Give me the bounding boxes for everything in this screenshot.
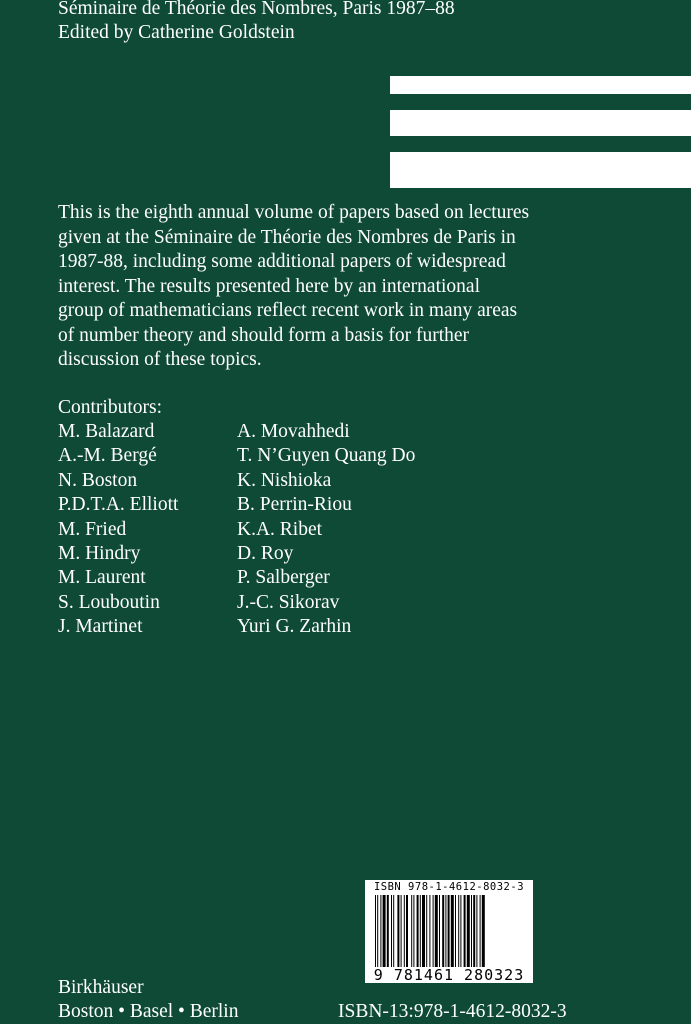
contributor-name: N. Boston: [58, 469, 138, 491]
barcode-bar: [375, 895, 376, 967]
barcode-bar: [426, 895, 427, 967]
series-title: Séminaire de Théorie des Nombres, Paris 1987–88: [58, 0, 455, 19]
barcode-bar: [473, 895, 475, 967]
barcode-bar: [435, 895, 438, 967]
barcode-bar: [413, 895, 414, 967]
decorative-stripe: [390, 76, 691, 94]
contributor-name: S. Louboutin: [58, 591, 160, 613]
contributor-name: K. Nishioka: [237, 469, 332, 491]
barcode-bar: [397, 895, 399, 967]
blurb-line: 1987-88, including some additional papers of widespread: [58, 251, 506, 272]
barcode-bar: [380, 895, 381, 967]
barcode-bar: [417, 895, 419, 967]
contributors-heading: Contributors:: [58, 397, 163, 418]
editor-line: Edited by Catherine Goldstein: [58, 22, 295, 43]
contributor-name: A.-M. Bergé: [58, 445, 157, 467]
barcode-bar: [480, 895, 481, 967]
barcode-bar: [377, 895, 378, 967]
contributor-name: P. Salberger: [237, 567, 330, 589]
barcode-bar: [445, 895, 446, 967]
decorative-stripe: [390, 110, 691, 136]
contributors-left-column: [58, 420, 178, 640]
barcode-bar: [442, 895, 444, 967]
contributor-name: J. Martinet: [58, 616, 143, 638]
barcode-bar: [420, 895, 421, 967]
description-blurb: [58, 201, 598, 373]
barcode-bar: [411, 895, 412, 967]
barcode-bar: [422, 895, 425, 967]
barcode-bars: [373, 895, 525, 967]
contributor-name: Yuri G. Zarhin: [237, 616, 352, 638]
barcode-bar: [387, 895, 389, 967]
contributor-name: J.-C. Sikorav: [237, 591, 340, 613]
barcode-bar: [458, 895, 459, 967]
contributor-name: A. Movahhedi: [237, 421, 350, 442]
barcode-bar: [429, 895, 430, 967]
barcode-bar: [451, 895, 454, 967]
contributor-name: D. Roy: [237, 543, 294, 565]
contributor-name: T. N’Guyen Quang Do: [237, 445, 416, 467]
barcode-bar: [393, 895, 394, 967]
decorative-stripe: [390, 152, 691, 188]
barcode-bar: [482, 895, 485, 967]
barcode-number: 9 781461 280323: [373, 966, 525, 984]
barcode-bar: [476, 895, 477, 967]
barcode-bar: [439, 895, 440, 967]
publisher-cities: Boston • Basel • Berlin: [58, 1001, 239, 1022]
blurb-line: interest. The results presented here by an international: [58, 275, 480, 297]
contributor-name: K.A. Ribet: [237, 518, 323, 540]
barcode-bar: [460, 895, 461, 967]
blurb-line: group of mathematicians reflect recent work in many areas: [58, 300, 518, 321]
barcode-bar: [448, 895, 450, 967]
blurb-line: discussion of these topics.: [58, 349, 262, 370]
barcode-bar: [404, 895, 405, 967]
barcode-bar: [401, 895, 402, 967]
blurb-line: of number theory and should form a basis for further: [58, 324, 470, 346]
contributor-name: M. Balazard: [58, 421, 155, 442]
blurb-line: This is the eighth annual volume of papers based on lectures: [58, 202, 530, 223]
barcode-bar: [406, 895, 408, 967]
barcode-isbn-text: ISBN 978-1-4612-8032-3: [373, 881, 525, 893]
contributor-name: M. Hindry: [58, 543, 141, 565]
contributors-right-column: [237, 420, 415, 640]
blurb-line: given at the Séminaire de Théorie des Nombres de Paris in: [58, 226, 516, 248]
contributor-name: M. Fried: [58, 518, 127, 540]
barcode: [365, 880, 533, 983]
publisher-name: Birkhäuser: [58, 977, 144, 998]
contributor-name: P.D.T.A. Elliott: [58, 494, 179, 516]
barcode-bar: [464, 895, 466, 967]
barcode-bar: [467, 895, 470, 967]
barcode-bar: [455, 895, 456, 967]
contributor-name: M. Laurent: [58, 567, 146, 589]
isbn-line: ISBN-13:978-1-4612-8032-3: [338, 1001, 567, 1022]
barcode-bar: [471, 895, 472, 967]
barcode-bar: [433, 895, 434, 967]
contributor-name: B. Perrin-Riou: [237, 494, 352, 516]
barcode-bar: [391, 895, 392, 967]
barcode-bar: [383, 895, 386, 967]
